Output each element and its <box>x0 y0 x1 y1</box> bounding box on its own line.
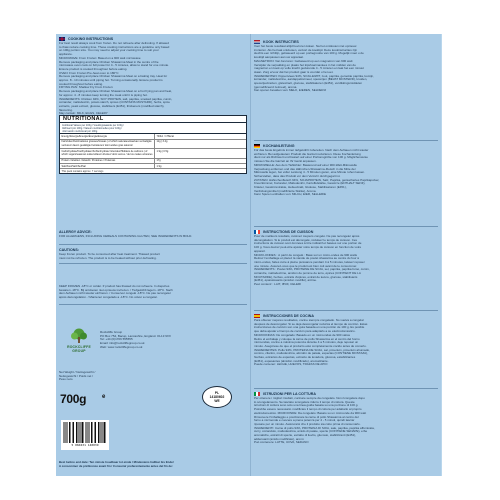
text-line: Web: www.rockcliffegroup.co.uk <box>100 345 143 349</box>
section-it-title: ISTRUZIONI PER LA COTTURA <box>263 392 316 396</box>
section-it-text <box>254 397 438 445</box>
text-line: cooked throughout before eating. <box>59 82 104 86</box>
text-line: Verpackung entfernen und das Hähnchen-Shawarma-Fleisch in die Mitte der <box>254 167 356 171</box>
nutrition-row <box>60 163 246 168</box>
company-address <box>100 330 248 350</box>
text-line: PO Box 754, Bacup, Lancashire, England. OL13 9XX <box>100 334 171 338</box>
text-line: Remove packaging and place Chicken Shawarma Meat on a hot frying pan and heat, <box>59 90 172 94</box>
text-line: on 100g portion size. You may need to adjust your cooking time to suit your <box>59 49 159 53</box>
text-line: (E451), espesantes (almidón modificado), aromatizante. <box>254 359 329 363</box>
nutrition-row <box>60 158 246 163</box>
text-line: Net Weight / Nettogewicht / <box>59 371 96 374</box>
barcode-number: 5 060431 140039 <box>71 443 99 447</box>
text-line: MIKROWELLE: Aus dem Tiefkühler: Basierend auf einer 900-Watt-Mikrowelle <box>254 163 357 167</box>
nutrition-title: NUTRITIONAL <box>63 116 104 122</box>
text-line: Remove packaging and place Chicken Shawarma Meat in the centre of the <box>59 60 159 64</box>
text-line: Retirez l'emballage et placez la viande de poulet shawarma au centre du four à <box>254 257 359 261</box>
text-line: specerijextracten, gistextract, glucose, stabilisatoren (E451), verdikkingsmiddelen <box>254 82 363 86</box>
nutrition-row <box>60 139 246 148</box>
nutrient-name: Fat/Vetten/Fett/matières grasses/Grasas | of which saturates/waarvan verzadigde vetzuren/ davon gesättigte Fettsäuren/ dont acides gras saturés/ <box>61 140 152 148</box>
divider <box>254 310 438 311</box>
section-de-title: KOCHANLEITUNG <box>263 144 295 148</box>
text-line: décongélation. Si le produit est décongelé, réduisez le temps de cuisson. Ces <box>254 238 358 242</box>
text-line: microondas, cocine a máxima potencia durante 4 a 5 minutos, deje reposar un <box>254 341 359 345</box>
brand-word-1: ROCKCLIFFE <box>67 345 91 349</box>
text-line: MICROWAVE: From Frozen: Based on a 900 watt microwave <box>59 56 141 60</box>
text-line: minuto. Asegúrese de que el producto esté completamente cocido antes de comerlo. <box>254 344 367 348</box>
text-line: Voor het beste resultaat altijd bevroren koken. Na het ontdooien niet opnieuw <box>254 45 357 48</box>
nutrition-row <box>60 148 246 157</box>
section-fr <box>254 230 438 287</box>
text-line: Mikrowelle legen, bei voller Leistung 4 - 5 Minuten garen, eine Minute ruhen lassen. <box>254 171 366 175</box>
text-line: koriander, maltodextrine, aardappelzetmeel, specerijen (BEVAT MOSTERD), kruiden, <box>254 78 368 82</box>
text-line: müssen Sie die Garzeit an Ihr Gerät anpassen. <box>254 160 317 164</box>
text-line: must not be refrozen. The product is to be heated without prior defrosting. <box>59 256 157 260</box>
text-line: Verwijder de verpakking en plaats het kipshoarmavlees in het midden van de <box>254 63 356 67</box>
text-line: Información nutricional por 100g <box>61 129 98 133</box>
text-line: MICRO-ONDES : À partir de congelé : Basé sur un micro-ondes de 900 watts <box>254 253 358 257</box>
section-de-text <box>254 149 438 197</box>
text-line: Nettogewicht / Poids net / <box>59 374 94 378</box>
nutrient-value: 1.9g | 0.5g <box>154 149 246 157</box>
health-mark <box>202 386 232 408</box>
nutrition-heading <box>59 115 247 123</box>
left-label-panel <box>56 34 250 476</box>
text-line: Peso neto <box>59 378 73 382</box>
brand-logo <box>62 328 96 358</box>
best-before-note <box>59 460 247 468</box>
barcode <box>61 420 109 450</box>
text-line: Può contenere: LATTE, UOVA, SEDANO <box>254 441 309 445</box>
text-line: KEEP FROZEN -18°C or colder. If product has thawed do not refreeze. In diepvries <box>59 285 170 288</box>
text-line: Peut contenir : LAIT, ŒUF, CÉLERI <box>254 283 302 287</box>
divider <box>59 244 247 245</box>
section-fr-title: INSTRUCTIONS DE CUISSON <box>263 230 314 234</box>
text-line: Tel: +44 (0)1706 555555 <box>100 338 133 342</box>
nutrient-value: 17g <box>154 159 246 163</box>
text-line: Ensure product is cooked throughout before eating. <box>59 67 128 71</box>
text-line: Potrebbe essere necessario modificare il tempo di cottura per adattarlo al proprio <box>254 408 362 412</box>
text-line: INGREDIENTI: Carne di pollo 94%, PROTEINA DI SOIA, sale, paprika, paprika affumicata, <box>254 426 375 430</box>
flag-uk-icon <box>59 37 65 41</box>
panel-edge <box>441 34 442 476</box>
nutrient-value: 1.9g <box>154 164 246 168</box>
text-line: después de descongelar. Si se deja descongelar reduzca el tiempo de cocción. Estas <box>254 322 368 326</box>
text-line: approx. 8 - 10 minutes until piping hot. Turning occasionally. Ensure product is <box>59 79 163 83</box>
storage-text <box>59 285 247 300</box>
text-line: elettrodomestico. MICROONDE: Da congelato: Basato su un microonde da 900 watt <box>254 411 367 415</box>
section-es-title: INSTRUCCIONES DE COCINA <box>263 314 314 318</box>
caution-text <box>59 253 247 260</box>
nutrient-name: Energy/Energie/Energie/Énergie/Energía <box>61 135 107 139</box>
text-line: Best before end date: Ten minste houdbaar tot einde / Mindestens haltbar bis Ende/ <box>59 461 174 464</box>
text-line: Per ottenere i migliori risultati, cucinare sempre da congelato. Non ricongelare dopo <box>254 397 365 400</box>
nutrient-value: 740kJ / 176kcal <box>154 134 246 138</box>
section-nl-text <box>254 45 438 93</box>
text-line: 100 g. Vous devrez peut-être ajuster votre temps de cuisson en fonction de votre <box>254 246 362 250</box>
divider <box>59 263 247 264</box>
text-line: Verdickungsmittel (modifizierte Stärke), Aroma. <box>254 189 317 193</box>
flag-nl-icon <box>254 40 260 44</box>
text-line: Für das beste Ergebnis immer tiefgekühlt zubereiten. Nach dem Auftauen nicht wieder <box>254 149 369 152</box>
nutrition-footnote: This pack contains approx. 7 servings <box>60 168 246 173</box>
text-line: invriezen. Als het laat ontdooien, verkort de kooktijd. Deze kookinstructies zijn <box>254 48 358 52</box>
text-line: Kann Spuren enthalten von: MILCH, EIER, SELLERIE <box>254 193 327 197</box>
text-line: coriander, maltodextrin, potato starch, spices (CONTAINS MUSTARD), herbs, spice <box>59 101 170 105</box>
text-line: instructions de cuisson sont données à titre indicatif et basées sur une portion de <box>254 242 362 246</box>
nutrient-name: Carbohydrate/Koolhydraten/Kohlenhydrate/ Glucides/Hidratos de carbono | of which sugars/waarvan suikers/davon Zucker/ dont sucres / de los cuales azúcares <box>61 149 153 157</box>
flag-es-icon <box>254 314 260 318</box>
text-line: Para obtener mejores resultados, cocine siempre congelado. No vuelva a congelar <box>254 319 364 322</box>
right-label-panel <box>251 34 441 476</box>
text-line: Kreuzkümmel, Koriander, Maltodextrin, Kartoffelstärke, Gewürze (ENTHÄLT SENF), <box>254 182 366 186</box>
text-line: For best result always cook from frozen. Do not refreeze after defrosting. If allowed <box>59 42 169 45</box>
net-weight-label <box>59 370 151 382</box>
flag-de-icon <box>254 144 260 148</box>
text-line: einfrieren. Bei aufgetautem Produkt die Garzeit reduzieren. Diese Kochanleitung <box>254 152 361 156</box>
text-line: curry, coriandolo, maltodestrina, amido di patate, spezie (CONTIENE SENAPE), erbe <box>254 430 368 434</box>
text-line: May contain: MILK, EGGS, CELERY <box>59 112 108 116</box>
nutrition-header-text <box>60 123 246 133</box>
text-line: appareil. <box>254 249 266 253</box>
text-line: micro-ondes, faites cuire à pleine puissance pendant 4 à 5 minutes, laissez reposer <box>254 260 365 264</box>
text-line: addensanti (amido modificato), aromi. <box>254 437 305 441</box>
net-weight: 700g <box>60 392 87 406</box>
text-line: forno a microonde e cuocere a piena potenza per 4 - 5 minuti, quindi lasciar <box>254 419 355 423</box>
allergy-text <box>59 235 247 239</box>
text-line: FRYING PAN: Shallow Fry From Frozen: <box>59 86 114 90</box>
brand-word-2: GROUP <box>72 349 86 353</box>
nutrition-table <box>59 123 247 174</box>
text-line: Pour de meilleurs résultats, cuisinez toujours congelé. Ne pas recongeler après <box>254 235 360 238</box>
text-line: dem Auftauen nicht wieder einfrieren. / Conserver congelé -18°C. Ne pas recongeler <box>59 292 171 296</box>
allergy-title: ALLERGY ADVICE: <box>59 230 92 234</box>
text-line: INGREDIËNTEN: Kippenvlees 94%, SOJA-EIWIT, zout, paprika, gerookte paprika, komijn, <box>254 74 375 78</box>
text-line: Retire el embalaje y coloque la carne de pollo Shawarma en el centro del horno <box>254 337 360 341</box>
text-line: MICROONDAS: De congelado: Basado en un microondas de 900 vatios <box>254 333 351 337</box>
section-fr-text <box>254 235 438 287</box>
caution-section <box>59 248 247 260</box>
text-line: for approx. 4 - 8 minutes keep turning the meat until it is piping hot. <box>59 93 148 97</box>
text-line: MAGNETRON: Van bevroren: Gebaseerd op een magnetron van 900 watt <box>254 59 353 63</box>
nutrition-row <box>60 133 246 138</box>
text-line: istruzioni di cottura sono solo una linea guida basata su una porzione di 100 g. <box>254 404 359 408</box>
text-line: staan. Zorg ervoor dat het product gaar is voordat u het eet. <box>254 70 334 74</box>
text-line: hierbas, extractos de especias, extracto de levadura, glucosa, estabilizantes <box>254 356 356 360</box>
nutrient-name: Salt/Zout/Salz/Sel/Sal <box>61 164 86 168</box>
flag-fr-icon <box>254 230 260 234</box>
text-line: INGREDIENTS: Chicken 94%, SOY PROTEIN, salt, paprika, smoked paprika, cumin, <box>59 97 173 101</box>
caution-title: CAUTIONS: <box>59 248 79 252</box>
nutrient-value: 11g | 3.4g <box>154 140 246 148</box>
text-line: après décongélation. / Mantener congelado a -18°C. No volver a congelar. <box>59 296 158 300</box>
section-nl <box>254 40 438 93</box>
tree-logo-icon <box>69 328 89 344</box>
text-line: coriandre, maltodextrine, amidon de pomme de terre, épices (CONTIENT DE LA <box>254 272 361 276</box>
text-line: extracts, yeast extract, glucose, stabilisers (E451), thickeners (modified starch), <box>59 104 165 108</box>
nutrient-name: Protein / Eiwitten / Eiweiß / Protéines / Proteínas <box>61 159 116 163</box>
text-line: (gemodificeerd zetmeel), aroma. <box>254 85 298 89</box>
text-line: kooktijd aanpassen aan uw apparaat. <box>254 56 304 60</box>
text-line: ZUTATEN: Hähnchenfleisch 94%, SOJAPROTEIN, Salz, Paprika, geräuchertes Paprikapulver, <box>254 178 380 182</box>
text-line: aromatiche, estratti di spezie, estratto di lievito, glucosio, stabilizzanti (E451), <box>254 434 357 438</box>
text-line: instrucciones de cocción son una guía basada en una porción de 100 g. Es posible <box>254 326 365 330</box>
text-line: dient nur als Richtwert und basiert auf einer Portionsgröße von 100 g. Möglicherweise <box>254 156 368 160</box>
divider <box>254 226 438 227</box>
text-line: slechts een richtlijn, gebaseerd op een portiegrootte van 100 g. Mogelijk moet u de <box>254 52 364 56</box>
barcode-bars <box>63 422 107 443</box>
text-line: (E451), épaississants (amidon modifié), arôme. <box>254 279 317 283</box>
text-line: to thaw reduce cooking time. These cooking instructions are a guideline only based <box>59 45 170 49</box>
allergy-section <box>59 230 247 239</box>
divider <box>254 388 438 389</box>
text-line: comino, cilantro, maltodextrina, almidón de patata, especias (CONTIENE MOSTAZA), <box>254 352 368 356</box>
section-es-text <box>254 319 438 367</box>
text-line: Nutritional Values per 100g / Voedingswaarde per 100g / <box>61 123 124 127</box>
text-line: magnetron en kook op volle kracht gedurende 4 - 5 minuten en laat het een minuut <box>254 67 364 71</box>
text-line: que deba ajustar el tiempo de cocción para adaptarlo a su electrodoméstico. <box>254 330 356 334</box>
text-line: appliance. <box>59 53 73 57</box>
text-line: MOUTARDE), herbes, extraits d'épices, extrait de levure, glucose, stabilisants <box>254 275 358 279</box>
storage-section <box>59 284 247 300</box>
text-line: Kräuter, Gewürzextrakte, Hefeextrakt, Glukose, Stabilisatoren (E451), <box>254 186 347 190</box>
text-line: riposare per un minuto. Assicurarsi che il prodotto sia cotto prima di consumarlo. <box>254 422 361 426</box>
cooking-text <box>59 42 247 116</box>
text-line: flavouring. <box>59 108 73 112</box>
cooking-title: COOKING INSTRUCTIONS <box>68 37 114 41</box>
text-line: INGRÉDIENTS : Poulet 94%, PROTÉINE DE SOJA, sel, paprika, paprika fumé, cumin, <box>254 268 370 272</box>
text-line: lo scongelamento. Se lasciato scongelare ridurre il tempo di cottura. Queste <box>254 400 355 404</box>
estimated-sign: e <box>102 394 106 400</box>
text-line: INGREDIENTES: Pollo 94%, PROTEÍNA DE SOJA, sal, pimentón, pimentón ahumado, <box>254 348 370 352</box>
section-it <box>254 392 438 445</box>
divider <box>59 304 247 305</box>
text-line: une minute. Assurez-vous que le produit est bien cuit avant de le consommer. <box>254 264 358 268</box>
text-line: A consommer de préférence avant fin / Consumir preferentemente antes del fin de: <box>59 464 173 468</box>
text-line: Kan sporen bevatten van: MELK, EIEREN, SELDERIJ <box>254 89 327 93</box>
text-line: Sicherstellen, dass das Produkt vor dem Verzehr durchgegart ist. <box>254 174 341 178</box>
text-line: microwave oven cook on full power for 4 - 5 minutes, allow to stand for one minute. <box>59 64 170 68</box>
text-line: Keep frozen product. To be consumed after heat treatment. Thawed product <box>59 253 160 256</box>
text-line: Puede contener: LECHE, HUEVOS, TRAZAS DE APIO <box>254 363 328 367</box>
nutrition-rows <box>60 133 246 168</box>
health-mark-number: 14180602 <box>209 395 225 399</box>
text-line: FOR ALLERGENS, INCLUDING CEREALS CONTAINING GLUTEN, SEE INGREDIENTS IN BOLD. <box>59 235 193 238</box>
health-mark-country: PL <box>214 391 220 395</box>
text-line: Remove packaging and place Chicken Shawarma Meat on a baking tray. Heat for <box>59 75 168 79</box>
section-es <box>254 314 438 367</box>
text-line: Nährwert pro 100g / Valeurs nutritionnelles pour 100g / <box>61 126 123 130</box>
text-line: bewaren -18°C. Bij ontdooien niet opnieuw invriezen. / Tiefgekühlt lagern -18°C. Nach <box>59 288 173 292</box>
divider <box>254 140 438 141</box>
section-nl-title: KOOK INSTRUCTIES <box>263 40 299 44</box>
flag-it-icon <box>254 392 260 396</box>
section-de <box>254 144 438 197</box>
health-mark-suffix: WE <box>214 399 220 403</box>
text-line: OVEN: From Frozen:Pre-heat oven to 180°C <box>59 71 119 75</box>
cooking-section <box>59 37 247 116</box>
text-line: Rimuovere l'imballaggio e posizionare la carne di pollo Shawarma al centro del <box>254 415 359 419</box>
text-line: Email: info@rockcliffegroup.co.uk <box>100 342 145 346</box>
text-line: Rockcliffe Group <box>100 331 123 334</box>
